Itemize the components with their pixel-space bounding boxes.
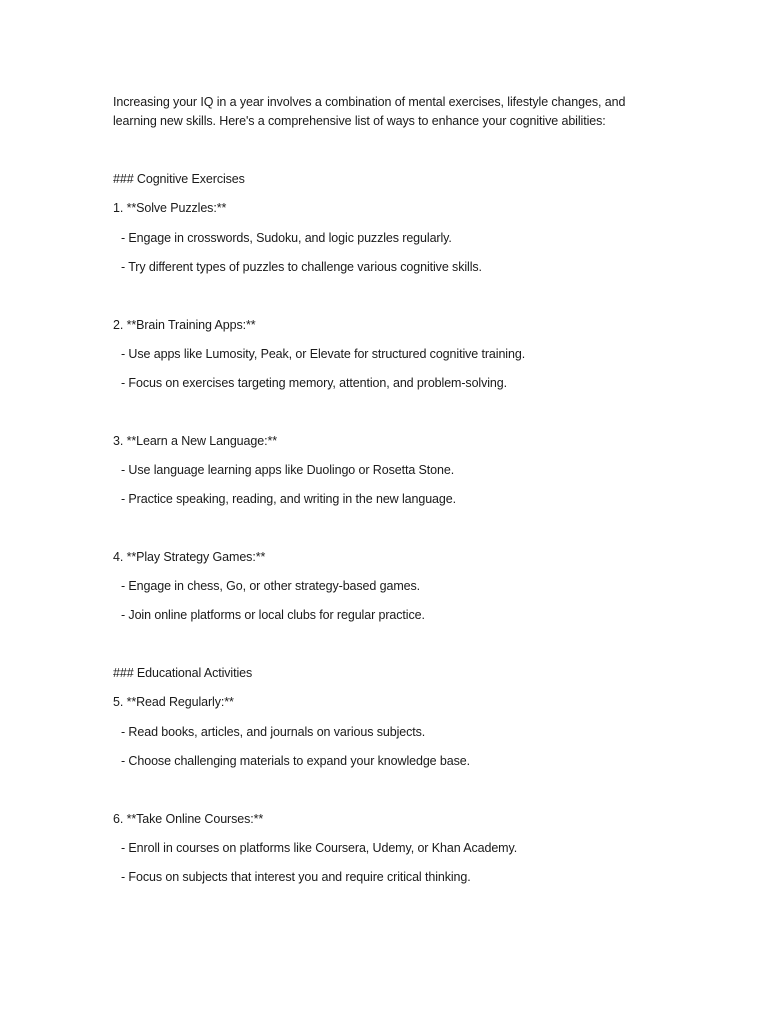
list-item-bullet: - Engage in crosswords, Sudoku, and logic puzzles regularly. xyxy=(121,231,452,245)
list-item-bullet: - Join online platforms or local clubs for regular practice. xyxy=(121,608,425,622)
list-item-title: 3. **Learn a New Language:** xyxy=(113,434,277,448)
list-item-title: 5. **Read Regularly:** xyxy=(113,695,234,709)
list-item-title: 6. **Take Online Courses:** xyxy=(113,812,264,826)
section-heading-cognitive-exercises: ### Cognitive Exercises xyxy=(113,172,245,186)
list-item-title: 4. **Play Strategy Games:** xyxy=(113,550,266,564)
section-heading-educational-activities: ### Educational Activities xyxy=(113,666,253,680)
list-item-bullet: - Choose challenging materials to expand your knowledge base. xyxy=(121,754,470,768)
intro-line-1: Increasing your IQ in a year involves a combination of mental exercises, lifestyle changes, and xyxy=(113,95,626,109)
intro-line-2: learning new skills. Here's a comprehensive list of ways to enhance your cognitive abilities: xyxy=(113,114,606,128)
list-item-bullet: - Practice speaking, reading, and writing in the new language. xyxy=(121,492,456,506)
list-item-bullet: - Try different types of puzzles to challenge various cognitive skills. xyxy=(121,260,482,274)
list-item-bullet: - Use language learning apps like Duolingo or Rosetta Stone. xyxy=(121,463,455,477)
list-item-bullet: - Focus on exercises targeting memory, attention, and problem-solving. xyxy=(121,376,508,390)
list-item-bullet: - Focus on subjects that interest you and require critical thinking. xyxy=(121,870,471,884)
list-item-bullet: - Use apps like Lumosity, Peak, or Elevate for structured cognitive training. xyxy=(121,347,526,361)
list-item-bullet: - Read books, articles, and journals on various subjects. xyxy=(121,725,426,739)
list-item-title: 1. **Solve Puzzles:** xyxy=(113,201,227,215)
list-item-bullet: - Enroll in courses on platforms like Coursera, Udemy, or Khan Academy. xyxy=(121,841,518,855)
list-item-title: 2. **Brain Training Apps:** xyxy=(113,318,256,332)
list-item-bullet: - Engage in chess, Go, or other strategy-based games. xyxy=(121,579,421,593)
